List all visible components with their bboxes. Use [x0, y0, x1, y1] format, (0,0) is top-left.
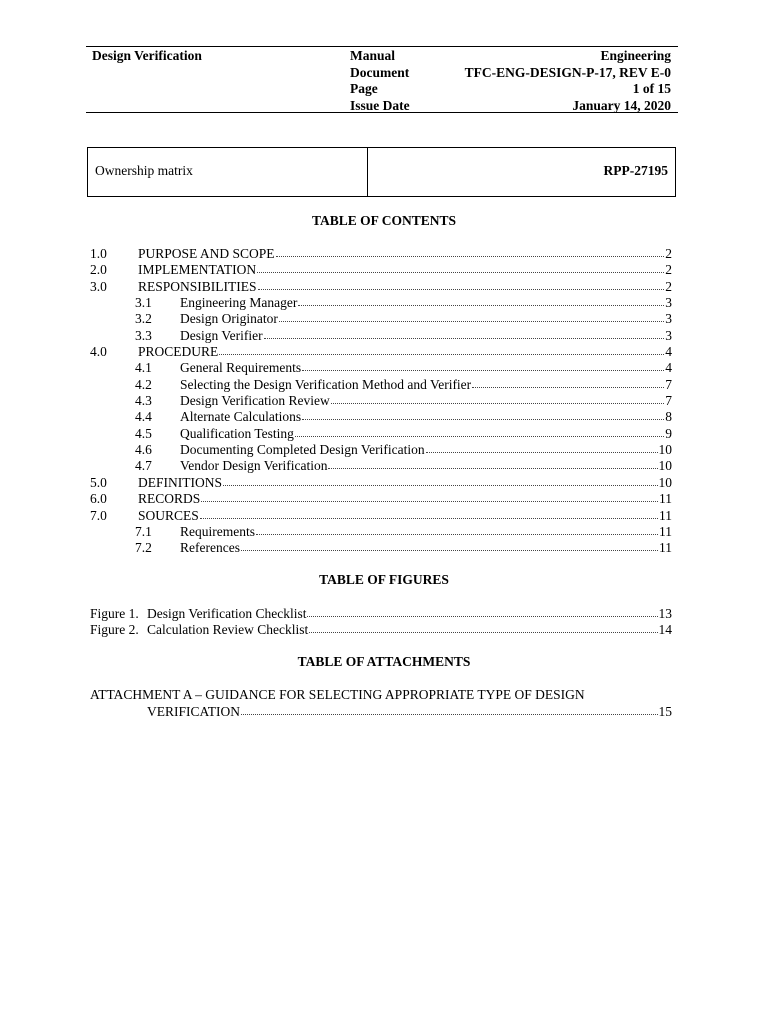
toc-entry-number: 3.0 — [90, 278, 107, 294]
toc-entry-page: 11 — [659, 507, 672, 523]
ownership-label: Ownership matrix — [88, 148, 368, 196]
toc-entry-label: Design Verifier — [180, 327, 263, 343]
toc-entry-number: 4.2 — [135, 376, 152, 392]
table-of-contents — [90, 246, 672, 557]
figure-entry-label: Calculation Review Checklist — [147, 622, 309, 638]
toc-dot-leader — [257, 262, 664, 273]
toc-entry[interactable] — [90, 458, 672, 474]
toc-entry-page: 10 — [658, 442, 672, 458]
header-label-manual: Manual — [350, 48, 396, 63]
attachment-entry-title: ATTACHMENT A – GUIDANCE FOR SELECTING APPROPRIATE TYPE OF DESIGN — [90, 687, 585, 702]
toc-entry-page: 7 — [665, 393, 672, 409]
toc-entry-number: 3.3 — [135, 327, 152, 343]
attachment-dot-leader — [241, 704, 658, 715]
toc-entry-number: 2.0 — [90, 262, 107, 278]
attachment-entry-page: 15 — [658, 703, 672, 719]
toc-entry[interactable] — [90, 491, 672, 507]
toc-entry[interactable] — [90, 377, 672, 393]
attachments-heading: TABLE OF ATTACHMENTS — [297, 654, 471, 669]
toc-entry-page: 4 — [665, 360, 672, 376]
toc-entry-label: Vendor Design Verification — [180, 458, 328, 474]
figure-entry-page: 14 — [658, 622, 672, 638]
toc-entry-number: 4.1 — [135, 360, 152, 376]
toc-entry-number: 6.0 — [90, 491, 107, 507]
header-label-page: Page — [350, 81, 378, 96]
ownership-value: RPP-27195 — [603, 163, 668, 178]
toc-dot-leader — [258, 279, 665, 290]
toc-entry-number: 4.4 — [135, 409, 152, 425]
toc-entry-label: Requirements — [180, 523, 255, 539]
toc-entry-page: 11 — [659, 491, 672, 507]
figure-entry-number: Figure 2. — [90, 622, 139, 638]
figures-heading: TABLE OF FIGURES — [319, 572, 449, 587]
toc-entry[interactable] — [90, 540, 672, 556]
figure-entry-number: Figure 1. — [90, 606, 139, 621]
toc-entry-page: 2 — [665, 246, 672, 261]
toc-entry[interactable] — [90, 524, 672, 540]
toc-entry-page: 3 — [665, 311, 672, 327]
header-label-issue-date: Issue Date — [350, 97, 410, 113]
toc-entry-label: Alternate Calculations — [180, 409, 302, 425]
toc-dot-leader — [331, 393, 665, 404]
toc-dot-leader — [223, 475, 658, 486]
toc-entry-number: 7.2 — [135, 540, 152, 556]
toc-dot-leader — [241, 540, 658, 551]
toc-dot-leader — [201, 491, 658, 502]
toc-dot-leader — [219, 344, 664, 355]
toc-entry[interactable] — [90, 508, 672, 524]
toc-dot-leader — [302, 360, 664, 371]
toc-entry-label: General Requirements — [180, 360, 302, 376]
toc-entry-label: SOURCES — [138, 507, 199, 523]
toc-entry[interactable] — [90, 295, 672, 311]
toc-entry[interactable] — [90, 328, 672, 344]
toc-dot-leader — [276, 246, 665, 257]
toc-entry[interactable] — [90, 426, 672, 442]
toc-entry[interactable] — [90, 279, 672, 295]
toc-entry-page: 2 — [665, 278, 672, 294]
toc-entry-label: IMPLEMENTATION — [138, 262, 257, 278]
toc-dot-leader — [426, 442, 658, 453]
toc-dot-leader — [264, 328, 665, 339]
toc-entry-number: 3.1 — [135, 295, 152, 311]
toc-entry-number: 4.6 — [135, 442, 152, 458]
toc-entry-page: 11 — [659, 523, 672, 539]
figure-dot-leader — [309, 622, 657, 633]
toc-entry[interactable] — [90, 344, 672, 360]
toc-dot-leader — [256, 524, 658, 535]
attachment-entry-continuation — [90, 704, 672, 720]
toc-dot-leader — [472, 377, 664, 388]
header-value-document: TFC-ENG-DESIGN-P-17, REV E-0 — [464, 64, 671, 80]
toc-entry[interactable] — [90, 475, 672, 491]
header-label-document: Document — [350, 64, 410, 80]
toc-entry-page: 2 — [665, 262, 672, 278]
toc-entry-label: References — [180, 540, 240, 556]
figure-entry-page: 13 — [658, 606, 672, 621]
toc-entry-page: 4 — [665, 344, 672, 360]
toc-entry[interactable] — [90, 262, 672, 278]
toc-entry[interactable] — [90, 409, 672, 425]
toc-dot-leader — [302, 409, 664, 420]
toc-entry-page: 10 — [658, 458, 672, 474]
toc-entry-page: 3 — [665, 327, 672, 343]
toc-entry-label: DEFINITIONS — [138, 474, 222, 490]
attachment-entry-title-cont: VERIFICATION — [147, 703, 240, 719]
header-values — [465, 48, 671, 114]
toc-entry-page: 8 — [665, 409, 672, 425]
toc-entry-number: 3.2 — [135, 311, 152, 327]
toc-entry-label: Design Verification Review — [180, 393, 330, 409]
toc-dot-leader — [200, 508, 658, 519]
ownership-box — [87, 147, 676, 197]
toc-entry-number: 4.3 — [135, 393, 152, 409]
toc-entry-label: RESPONSIBILITIES — [138, 278, 257, 294]
toc-entry-label: Engineering Manager — [180, 295, 298, 311]
toc-entry-label: RECORDS — [138, 491, 201, 507]
toc-entry[interactable] — [90, 393, 672, 409]
table-of-figures — [90, 606, 672, 639]
figure-entry[interactable] — [90, 622, 672, 638]
figure-entry[interactable] — [90, 606, 672, 622]
toc-entry-page: 11 — [659, 540, 672, 556]
header-value-issue-date: January 14, 2020 — [572, 97, 671, 113]
header-value-page: 1 of 15 — [632, 81, 671, 96]
figure-entry-label: Design Verification Checklist — [147, 606, 307, 621]
toc-entry[interactable] — [90, 442, 672, 458]
toc-dot-leader — [279, 311, 664, 322]
toc-entry[interactable] — [90, 360, 672, 376]
toc-entry-page: 3 — [665, 295, 672, 311]
toc-heading: TABLE OF CONTENTS — [311, 213, 457, 228]
toc-entry-number: 1.0 — [90, 246, 107, 261]
toc-entry-label: Documenting Completed Design Verification — [180, 442, 425, 458]
header-value-manual: Engineering — [600, 48, 671, 63]
toc-entry-label: PROCEDURE — [138, 344, 219, 360]
figure-dot-leader — [307, 606, 657, 617]
table-of-attachments — [90, 687, 672, 720]
toc-entry-page: 9 — [665, 425, 672, 441]
toc-entry-label: Selecting the Design Verification Method and Verifier — [180, 376, 472, 392]
toc-entry-label: PURPOSE AND SCOPE — [138, 246, 275, 261]
toc-entry[interactable] — [90, 311, 672, 327]
toc-entry-label: Qualification Testing — [180, 425, 294, 441]
header-labels — [350, 48, 410, 114]
toc-entry-page: 7 — [665, 376, 672, 392]
toc-entry-number: 5.0 — [90, 474, 107, 490]
toc-entry-page: 10 — [658, 474, 672, 490]
toc-entry-label: Design Originator — [180, 311, 278, 327]
toc-dot-leader — [298, 295, 664, 306]
toc-dot-leader — [328, 458, 657, 469]
toc-entry-number: 7.1 — [135, 523, 152, 539]
toc-entry-number: 7.0 — [90, 507, 107, 523]
toc-entry-number: 4.0 — [90, 344, 107, 360]
toc-entry[interactable] — [90, 246, 672, 262]
document-title: Design Verification — [92, 48, 202, 63]
document-header — [86, 46, 678, 113]
toc-entry-number: 4.5 — [135, 425, 152, 441]
toc-dot-leader — [295, 426, 664, 437]
toc-entry-number: 4.7 — [135, 458, 152, 474]
attachment-entry[interactable] — [90, 687, 672, 720]
